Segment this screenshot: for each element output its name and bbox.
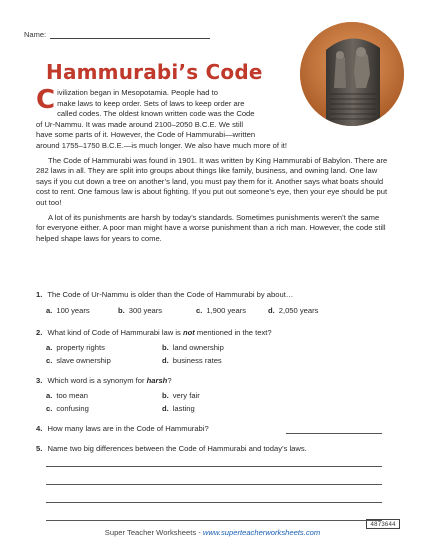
paragraph-1-line: around 1755–1750 B.C.E.—is much longer. We also have much more of it! xyxy=(36,140,288,150)
option-letter: b. xyxy=(162,391,169,400)
option-text: 300 years xyxy=(128,306,163,315)
footer-brand: Super Teacher Worksheets - xyxy=(104,528,203,537)
option-letter: b. xyxy=(162,343,169,352)
option-text: too mean xyxy=(56,391,89,400)
question-number: 1. xyxy=(36,290,43,299)
q3-option-c[interactable] xyxy=(46,404,89,413)
question-emphasis: harsh xyxy=(146,376,168,385)
name-label: Name: xyxy=(24,30,47,39)
q5-answer-line[interactable] xyxy=(46,520,382,521)
option-text: 1,900 years xyxy=(206,306,247,315)
q1-option-d[interactable] xyxy=(268,306,318,315)
option-text: business rates xyxy=(172,356,222,365)
option-text: property rights xyxy=(56,343,105,352)
q1-option-c[interactable] xyxy=(196,306,246,315)
option-letter: b. xyxy=(118,306,125,315)
question-1 xyxy=(36,290,390,315)
option-letter: c. xyxy=(46,404,53,413)
option-text: land ownership xyxy=(172,343,224,352)
question-text: Name two big differences between the Code of Hammurabi and today’s laws. xyxy=(47,444,307,453)
option-letter: d. xyxy=(162,404,169,413)
question-number: 2. xyxy=(36,328,43,337)
question-5 xyxy=(36,444,390,453)
question-5-stem xyxy=(36,444,390,453)
paragraph-1 xyxy=(36,85,390,152)
option-text: very fair xyxy=(172,391,200,400)
q1-option-a[interactable] xyxy=(46,306,90,315)
question-4 xyxy=(36,424,390,433)
question-text: The Code of Ur-Nammu is older than the Code of Hammurabi by about… xyxy=(47,290,294,299)
name-field-row xyxy=(24,30,210,39)
question-text: mentioned in the text? xyxy=(194,328,272,337)
option-text: 100 years xyxy=(56,306,90,315)
worksheet-code: 4873644 xyxy=(366,519,400,529)
q5-answer-line[interactable] xyxy=(46,502,382,503)
option-text: 2,050 years xyxy=(278,306,319,315)
question-2-stem xyxy=(36,328,390,337)
question-text: Which word is a synonym for xyxy=(47,376,147,385)
question-3 xyxy=(36,376,390,413)
question-text: ? xyxy=(167,376,172,385)
paragraph-2: The Code of Hammurabi was found in 1901. It was written by King Hammurabi of Babylon. There are 282 laws in all. They are split into groups about things like family, business, and owning land. One law says if you cut down a tree on another’s land, you must pay them for it. Another says what boats should cost to rent. One famous law is about fighting. If you put out someone’s eye, then your eye should be put out too! xyxy=(36,155,388,207)
q3-option-a[interactable] xyxy=(46,391,88,400)
q3-option-d[interactable] xyxy=(162,404,195,413)
question-2 xyxy=(36,328,390,365)
q3-option-b[interactable] xyxy=(162,391,200,400)
q5-answer-line[interactable] xyxy=(46,484,382,485)
paragraph-3: A lot of its punishments are harsh by today’s standards. Sometimes punishments weren’t the same for everyone either. A poor man might have a worse punishment than a rich man. However, the code still helped shape laws for years to come. xyxy=(36,212,386,243)
question-number: 4. xyxy=(36,424,43,433)
paragraph-1-line: have some parts of it. However, the Code of Hammurabi—written xyxy=(36,130,256,140)
q2-option-c[interactable] xyxy=(46,356,111,365)
q4-answer-line[interactable] xyxy=(286,433,382,434)
option-text: slave ownership xyxy=(56,356,111,365)
q5-answer-line[interactable] xyxy=(46,466,382,467)
paragraph-1-line: of Ur-Nammu. It was made around 2100–2050 B.C.E. We still xyxy=(36,119,244,129)
paragraph-1-line: make laws to keep order. Sets of laws to keep order are xyxy=(57,98,245,108)
option-letter: c. xyxy=(196,306,203,315)
footer xyxy=(0,528,425,537)
question-3-stem xyxy=(36,376,390,385)
q2-option-d[interactable] xyxy=(162,356,222,365)
paragraph-1-line: ivilization began in Mesopotamia. People had to xyxy=(57,88,218,97)
option-letter: a. xyxy=(46,306,53,315)
q2-option-a[interactable] xyxy=(46,343,105,352)
page-title: Hammurabi’s Code xyxy=(46,60,263,84)
question-text: What kind of Code of Hammurabi law is xyxy=(47,328,183,337)
option-text: lasting xyxy=(172,404,195,413)
q1-option-b[interactable] xyxy=(118,306,162,315)
question-1-stem xyxy=(36,290,390,299)
reading-passage xyxy=(36,85,390,244)
question-text: How many laws are in the Code of Hammurabi? xyxy=(47,424,209,433)
option-letter: d. xyxy=(162,356,169,365)
option-text: confusing xyxy=(56,404,89,413)
option-letter: d. xyxy=(268,306,275,315)
footer-url-link[interactable]: www.superteacherworksheets.com xyxy=(202,528,321,537)
name-blank-line[interactable] xyxy=(50,31,210,39)
question-4-stem xyxy=(36,424,390,433)
option-letter: c. xyxy=(46,356,53,365)
question-number: 3. xyxy=(36,376,43,385)
option-letter: a. xyxy=(46,343,53,352)
option-letter: a. xyxy=(46,391,53,400)
drop-cap-letter: C xyxy=(36,85,56,115)
question-emphasis: not xyxy=(182,328,195,337)
paragraph-1-line: called codes. The oldest known written code was the Code xyxy=(57,109,255,119)
question-number: 5. xyxy=(36,444,43,453)
q2-option-b[interactable] xyxy=(162,343,224,352)
